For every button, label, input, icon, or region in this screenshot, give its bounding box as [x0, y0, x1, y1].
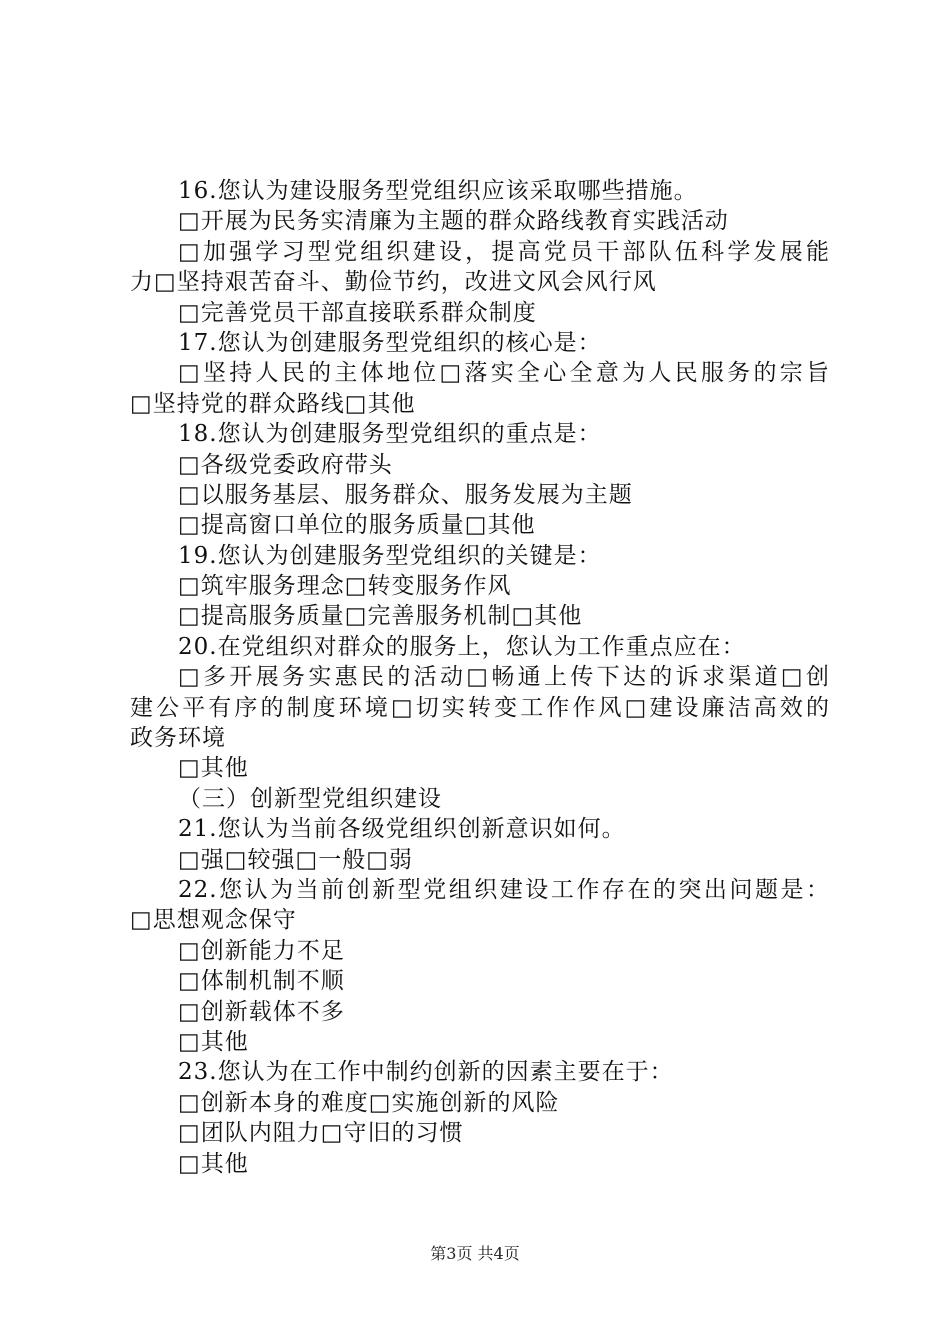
text-line: □坚持人民的主体地位□落实全心全意为人民服务的宗旨	[178, 360, 830, 387]
text-line: □提高服务质量□完善服务机制□其他	[178, 603, 583, 630]
text-line: □创新载体不多	[178, 998, 345, 1025]
text-line: □完善党员干部直接联系群众制度	[178, 299, 537, 326]
text-line: □强□较强□一般□弱	[178, 846, 413, 873]
text-line: 22.您认为当前创新型党组织建设工作存在的突出问题是：	[178, 876, 830, 903]
text-line: □以服务基层、服务群众、服务发展为主题	[178, 481, 633, 508]
text-line: □其他	[178, 1150, 249, 1177]
text-line: □创新本身的难度□实施创新的风险	[178, 1089, 560, 1116]
text-line: □提高窗口单位的服务质量□其他	[178, 512, 536, 539]
page-footer: 第3页 共4页	[430, 1244, 520, 1263]
text-line: 16.您认为建设服务型党组织应该采取哪些措施。	[178, 178, 698, 204]
text-line: 18.您认为创建服务型党组织的重点是：	[178, 421, 602, 448]
text-line: 20.在党组织对群众的服务上，您认为工作重点应在：	[178, 633, 746, 660]
text-line: □坚持党的群众路线□其他	[130, 390, 416, 417]
text-line: 23.您认为在工作中制约创新的因素主要在于：	[178, 1059, 674, 1086]
text-line: □多开展务实惠民的活动□畅通上传下达的诉求渠道□创	[178, 664, 830, 691]
text-line: 17.您认为创建服务型党组织的核心是：	[178, 329, 602, 356]
text-line: □团队内阻力□守旧的习惯	[178, 1120, 464, 1147]
text-line: 21.您认为当前各级党组织创新意识如何。	[178, 816, 626, 843]
text-line: □其他	[178, 755, 249, 782]
text-line: 政务环境	[130, 725, 226, 752]
document-body	[130, 176, 830, 1179]
text-line: □思想观念保守	[130, 907, 297, 934]
text-line: □创新能力不足	[178, 937, 345, 964]
text-line: □体制机制不顺	[178, 968, 345, 995]
text-line: 力□坚持艰苦奋斗、勤俭节约，改进文风会风行风	[130, 269, 657, 296]
text-line: 19.您认为创建服务型党组织的关键是：	[178, 542, 602, 569]
text-line: （三）创新型党组织建设	[178, 785, 442, 812]
text-line: □开展为民务实清廉为主题的群众路线教育实践活动	[178, 208, 729, 235]
text-line: □其他	[178, 1028, 249, 1055]
text-line: □各级党委政府带头	[178, 451, 393, 478]
text-line: 建公平有序的制度环境□切实转变工作作风□建设廉洁高效的	[130, 694, 830, 721]
text-line: □筑牢服务理念□转变服务作风	[178, 573, 512, 600]
text-line: □加强学习型党组织建设，提高党员干部队伍科学发展能	[178, 238, 830, 265]
